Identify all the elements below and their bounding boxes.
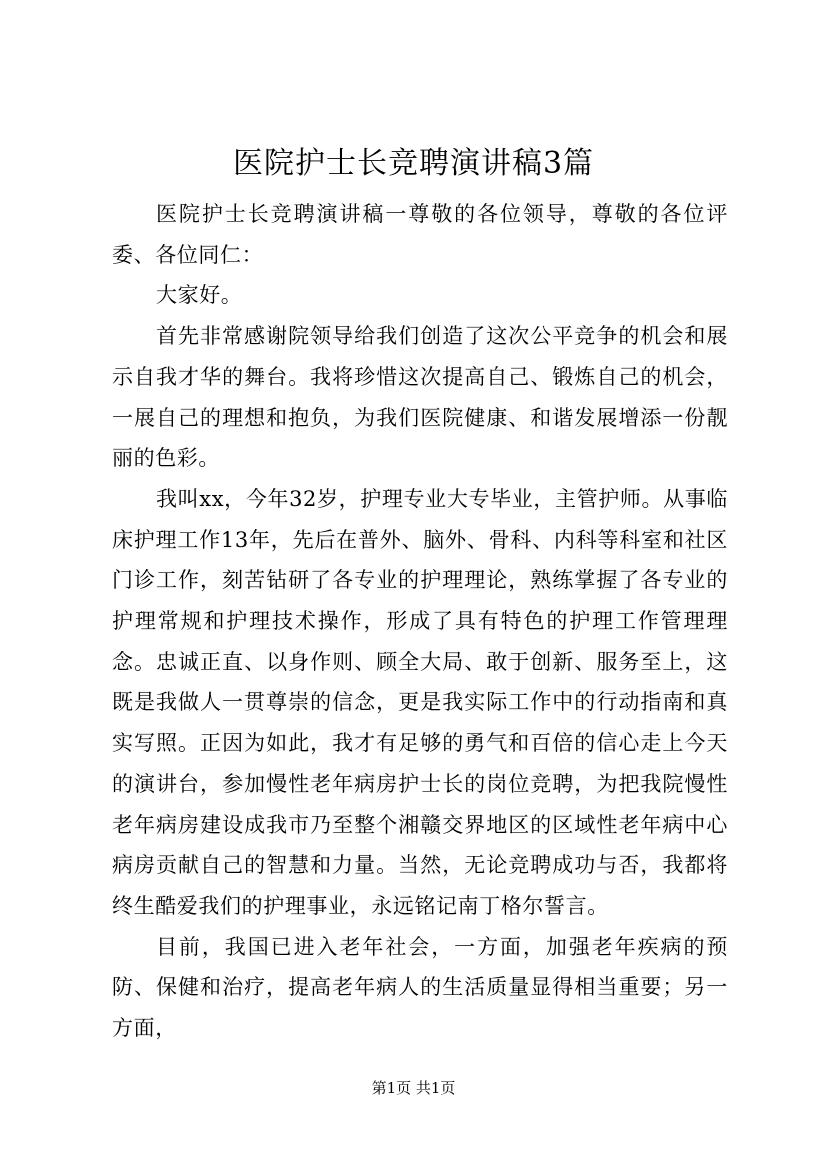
document-body [112,194,728,1049]
document-title: 医院护士长竞聘演讲稿3篇 [232,146,595,181]
paragraph: 首先非常感谢院领导给我们创造了这次公平竞争的机会和展示自我才华的舞台。我将珍惜这次提高自己、锻炼自己的机会，一展自己的理想和抱负，为我们医院健康、和谐发展增添一份靓丽的色彩。 [112,324,728,471]
paragraph: 大家好。 [156,283,243,308]
page-footer: 第1页 共1页 [371,1079,456,1097]
paragraph: 目前，我国已进入老年社会，一方面，加强老年疾病的预防、保健和治疗，提高老年病人的生活质量显得相当重要；另一方面， [112,934,728,1041]
paragraph: 医院护士长竞聘演讲稿一尊敬的各位领导，尊敬的各位评委、各位同仁： [112,202,728,267]
paragraph: 我叫xx，今年32岁，护理专业大专毕业，主管护师。从事临床护理工作13年，先后在普外、脑外、骨科、内科等科室和社区门诊工作，刻苦钻研了各专业的护理理论，熟练掌握了各专业的护理常规和护理技术操作，形成了具有特色的护理工作管理理念。忠诚正直、以身作则、顾全大局、敢于创新、服务至上，这既是我做人一贯尊崇的信念，更是我实际工作中的行动指南和真实写照。正因为如此，我才有足够的勇气和百倍的信心走上今天的演讲台，参加慢性老年病房护士长的岗位竞聘，为把我院慢性老年病房建设成我市乃至整个湘赣交界地区的区域性老年病中心病房贡献自己的智慧和力量。当然，无论竞聘成功与否，我都将终生酷爱我们的护理事业，永远铭记南丁格尔誓言。 [112,486,728,918]
